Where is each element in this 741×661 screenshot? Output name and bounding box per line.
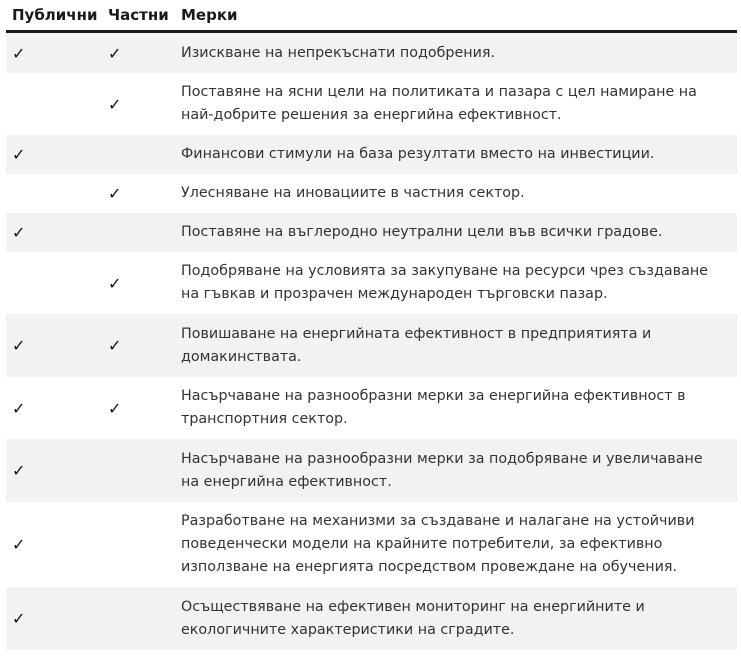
measure-text: Разработване на механизми за създаване и налагане на устойчиви поведенчески модели на крайните потребители, за ефективно използване на енергията посредством провеждане на обучения. (181, 513, 695, 575)
table-row (6, 439, 737, 502)
measure-text: Осъществяване на ефективен мониторинг на енергийните и екологичните характеристики на сградите. (181, 598, 645, 638)
table-row (6, 73, 737, 135)
public-check-icon: ✓ (12, 609, 26, 628)
table-row (6, 33, 737, 73)
table-row (6, 135, 737, 174)
measure-text: Насърчаване на разнообразни мерки за енергийна ефективност в транспортния сектор. (181, 388, 686, 427)
measures-table (6, 0, 737, 650)
table-row (6, 587, 737, 650)
measure-text: Улесняване на иновациите в частния сектор. (181, 185, 525, 201)
private-check-icon: ✓ (108, 43, 122, 63)
table-row (6, 502, 737, 587)
measure-text: Насърчаване на разнообразни мерки за подобряване и увеличаване на енергийна ефективност. (181, 450, 703, 490)
measure-text: Подобряване на условията за закупуване на ресурси чрез създаване на гъвкав и прозрачен международен търговски пазар. (181, 263, 708, 302)
measure-text: Изискване на непрекъснати подобрения. (181, 44, 496, 61)
measure-text: Финансови стимули на база резултати вместо на инвестиции. (181, 146, 655, 162)
table-row (6, 377, 737, 439)
header-public: Публични (12, 6, 98, 24)
public-check-icon: ✓ (12, 43, 26, 63)
public-check-icon: ✓ (12, 336, 26, 355)
public-check-icon: ✓ (12, 223, 26, 242)
table-row (6, 314, 737, 377)
table-row (6, 174, 737, 213)
private-check-icon: ✓ (108, 398, 122, 418)
measure-text: Поставяне на въглеродно неутрални цели във всички градове. (181, 224, 663, 240)
private-check-icon: ✓ (108, 273, 122, 293)
header-private: Частни (108, 6, 169, 24)
private-check-icon: ✓ (108, 184, 122, 203)
header-measures: Мерки (181, 6, 238, 24)
table-body (6, 33, 737, 650)
table-header (6, 0, 737, 33)
public-check-icon: ✓ (12, 145, 26, 164)
public-check-icon: ✓ (12, 535, 26, 554)
measure-text: Поставяне на ясни цели на политиката и пазара с цел намиране на най-добрите решения за енергийна ефективност. (181, 84, 697, 123)
private-check-icon: ✓ (108, 336, 122, 355)
public-check-icon: ✓ (12, 461, 26, 480)
public-check-icon: ✓ (12, 398, 26, 418)
private-check-icon: ✓ (108, 94, 122, 114)
table-row (6, 213, 737, 252)
measure-text: Повишаване на енергийната ефективност в предприятията и домакинствата. (181, 325, 652, 365)
table-row (6, 252, 737, 314)
